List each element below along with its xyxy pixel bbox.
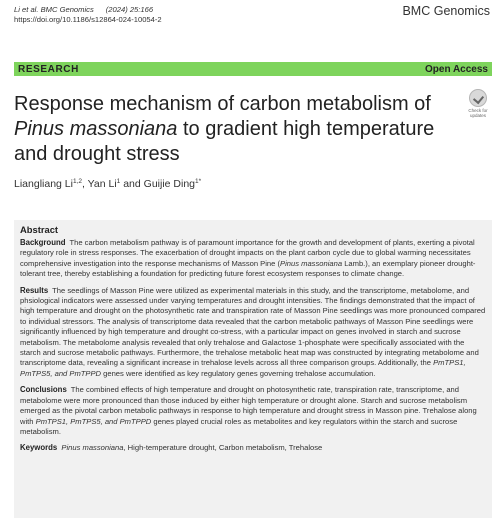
author-affiliation: 1 — [116, 178, 121, 185]
article-title — [14, 92, 454, 167]
article-type-label: RESEARCH — [18, 63, 79, 75]
abstract-keywords: Keywords Pinus massoniana, High-temperature drought, Carbon metabolism, Trehalose — [20, 443, 323, 453]
article-type-banner — [14, 62, 492, 76]
check-updates-icon — [469, 89, 487, 107]
author-name[interactable]: Guijie Ding — [143, 178, 196, 190]
author-list: Liangliang Li$^{1,2}$, Yan Li$^1$ and Guijie Ding$^{1*}$ — [14, 178, 202, 190]
author-affiliation: 1* — [195, 178, 202, 185]
abstract-heading: Abstract — [20, 224, 59, 235]
author-name[interactable]: Yan Li — [87, 178, 117, 190]
background-label: Background — [20, 238, 66, 247]
doi-link[interactable]: https://doi.org/10.1186/s12864-024-10054-2 — [14, 15, 162, 24]
check-for-updates-badge[interactable] — [464, 89, 492, 121]
open-access-label: Open Access — [425, 63, 488, 75]
journal-name: BMC Genomics — [402, 4, 490, 18]
keywords-label: Keywords — [20, 443, 58, 453]
citation-header — [14, 5, 162, 25]
author-affiliation: 1,2 — [72, 178, 83, 185]
author-name[interactable]: Liangliang Li — [14, 178, 73, 190]
citation-volume: (2024) 25:166 — [105, 5, 154, 14]
abstract-conclusions: Conclusions The combined effects of high temperature and drought on photosynthetic rate, transpiration rate, transcriptome, and metabolome were more pronounced than those induced by either high temperature or drought alone. Starch and sucrose metabolism emerged as the pivotal carbon metabolic pathways in response to high temperature and drought stress in Masson pine. Trehalose along with PmTPS1, PmTPS5, and PmTPPD genes played crucial roles as metabolites and key regulators within the starch and sucrose metabolism. — [20, 385, 477, 436]
abstract-results: Results The seedlings of Masson Pine were utilized as experimental materials in this study, and the transcriptome, metabolome, and phsiological indicators were assessed under varying temperatures and drought intensities. The findings demonstrated that the impact of high temperature and drought on the photosynthetic rate and transpiration rate of Masson Pine seedlings was more pronounced compared to individual stressors. The analysis of transcriptome data revealed that the carbon metabolic pathways of Masson Pine seedlings were significantly influenced by high temperature and drought co-stress, with a particular impact on genes involved in starch and sucrose metabolism. The metabolome analysis revealed that only trehalose and Galactose 1-phosphate were specifically associated with the starch and sucrose metabolic pathways. Furthermore, the trehalose metabolic heat map was constructed by integrating metabolome and transcriptome data, revealing a significant increase in trehalose levels across all three comparison groups. Additionally, the PmTPS1, PmTPS5, and PmTPPD genes were identified as key regulatory genes governing trehalose accumulation. — [20, 285, 486, 378]
citation-authors: Li et al. BMC Genomics — [14, 5, 94, 14]
check-updates-text: Check for updates — [468, 108, 488, 118]
title-species: Pinus massoniana — [14, 118, 178, 140]
conclusions-label: Conclusions — [20, 385, 67, 395]
title-part-2: to gradient high temperature and drought stress — [14, 118, 435, 165]
abstract-box — [14, 220, 492, 518]
title-part-1: Response mechanism of carbon metabolism of — [14, 93, 431, 115]
results-label: Results — [20, 285, 49, 295]
abstract-background: Background The carbon metabolism pathway is of paramount importance for the growth and development of plants, exerting a pivotal regulatory role in stress responses. The exacerbation of drought impacts on the plant carbon cycle due to global warming necessitates comprehensive investigation into the response mechanisms of Masson Pine (Pinus massoniana Lamb.), an exemplary pioneer drought-tolerant tree, thereby establishing a foundation for predicting future forest ecosystem responses to climate change. — [20, 238, 476, 279]
